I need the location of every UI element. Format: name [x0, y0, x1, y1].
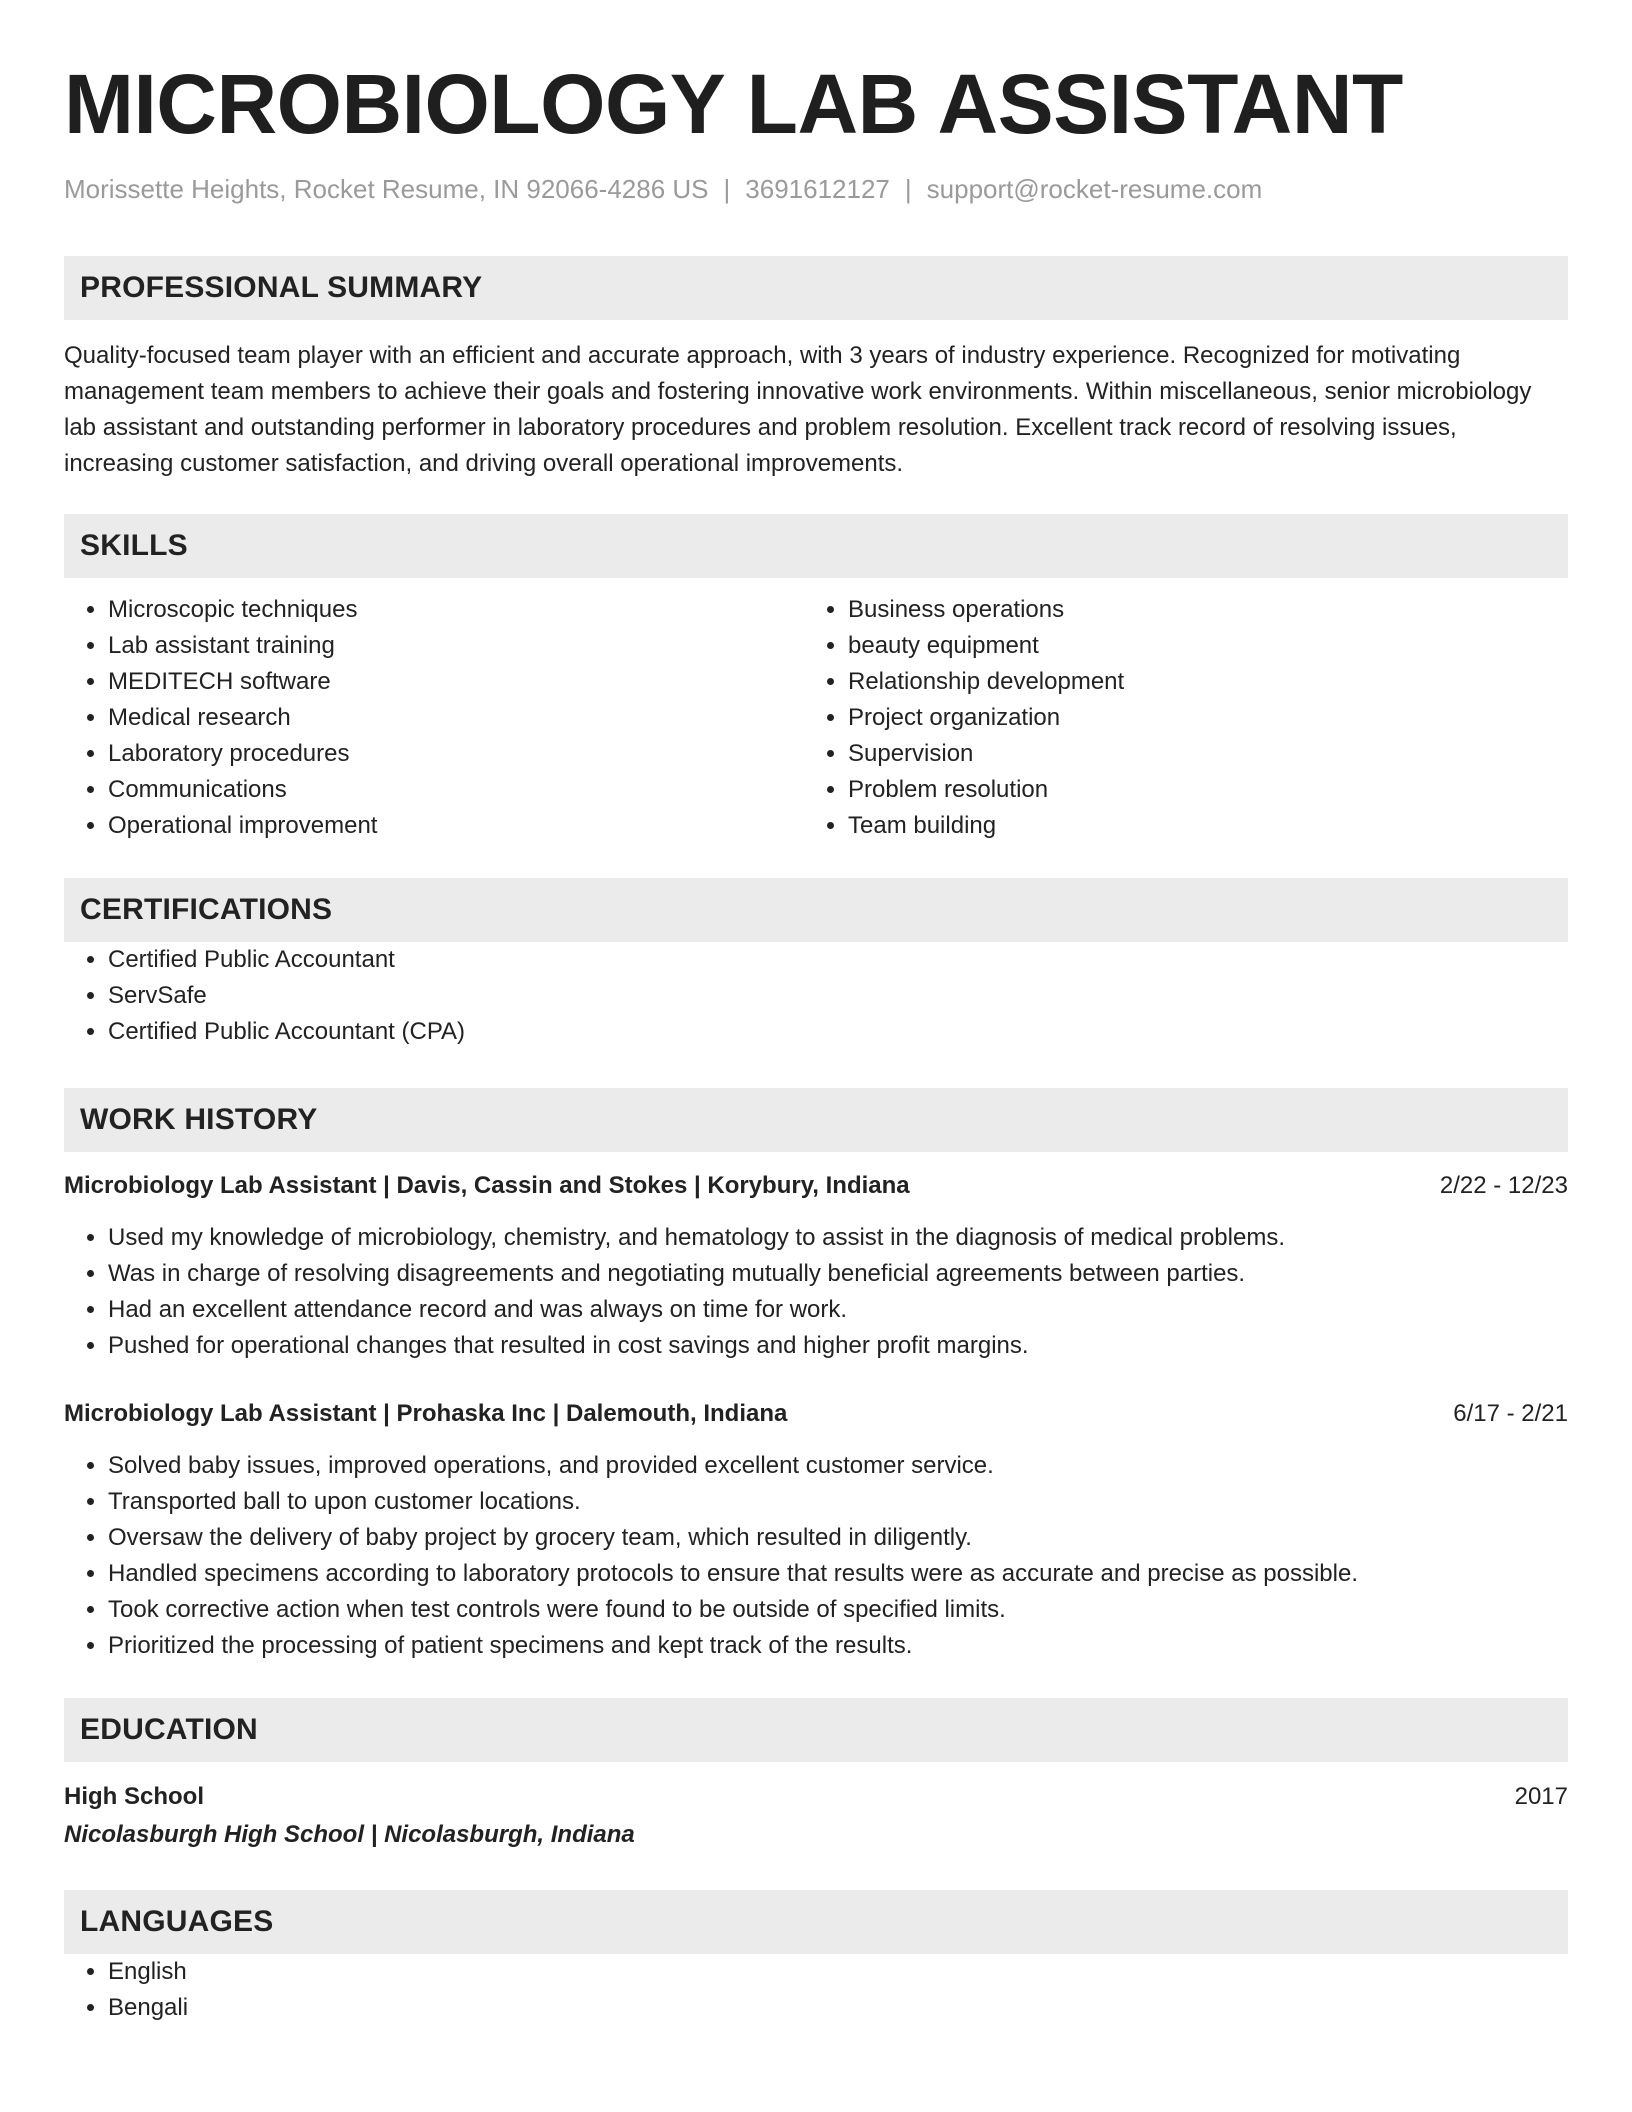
skill-item: • Laboratory procedures: [108, 736, 804, 772]
section-header-languages: LANGUAGES: [64, 1890, 1568, 1954]
certification-item: • Certified Public Accountant: [108, 942, 1568, 978]
section-header-education: EDUCATION: [64, 1698, 1568, 1762]
section-header-certifications: CERTIFICATIONS: [64, 878, 1568, 942]
job-bullets: [64, 1220, 1568, 1364]
skill-item: • Lab assistant training: [108, 628, 804, 664]
language-item: • English: [108, 1954, 1568, 1990]
section-header-work-history: WORK HISTORY: [64, 1088, 1568, 1152]
certification-item: • ServSafe: [108, 978, 1568, 1014]
contact-separator: |: [723, 174, 731, 204]
job-entry: [64, 1168, 1568, 1364]
job-bullet: • Had an excellent attendance record and was always on time for work.: [108, 1292, 1568, 1328]
job-dates: 6/17 - 2/21: [1453, 1400, 1568, 1427]
summary-text: Quality-focused team player with an efficient and accurate approach, with 3 years of industry experience. Recognized for motivating management team members to achieve their goals and fostering innovative work environments. Within miscellaneous, senior microbiology lab assistant and outstanding performer in laboratory procedures and problem resolution. Excellent track record of resolving issues, increasing customer satisfaction, and driving overall operational improvements.: [64, 342, 1532, 477]
contact-email: support@rocket-resume.com: [926, 174, 1263, 204]
skill-item: • Problem resolution: [848, 772, 1544, 808]
skill-item: • Medical research: [108, 700, 804, 736]
job-header: [64, 1168, 1568, 1204]
skill-item: • Microscopic techniques: [108, 592, 804, 628]
skill-item: • Relationship development: [848, 664, 1544, 700]
skill-item: • Supervision: [848, 736, 1544, 772]
job-bullets: [64, 1448, 1568, 1664]
job-header: [64, 1396, 1568, 1432]
skill-item: • Business operations: [848, 592, 1544, 628]
job-bullet: • Transported ball to upon customer locations.: [108, 1484, 1568, 1520]
job-bullet: • Handled specimens according to laboratory protocols to ensure that results were as accurate and precise as possible.: [108, 1556, 1568, 1592]
section-header-skills: SKILLS: [64, 514, 1568, 578]
job-dates: 2/22 - 12/23: [1439, 1172, 1568, 1199]
skills-grid: [64, 592, 1568, 844]
skills-column-left: [64, 592, 804, 844]
job-bullet: • Solved baby issues, improved operations, and provided excellent customer service.: [108, 1448, 1568, 1484]
skill-item: • Project organization: [848, 700, 1544, 736]
language-item: • Bengali: [108, 1990, 1568, 2026]
job-entry: [64, 1396, 1568, 1664]
education-row: [64, 1778, 1568, 1816]
languages-list: [64, 1954, 1568, 2026]
contact-address: Morissette Heights, Rocket Resume, IN 92066-4286 US: [64, 174, 709, 204]
job-bullet: • Prioritized the processing of patient specimens and kept track of the results.: [108, 1628, 1568, 1664]
resume-title: MICROBIOLOGY LAB ASSISTANT: [64, 57, 1403, 151]
job-bullet: • Took corrective action when test controls were found to be outside of specified limits.: [108, 1592, 1568, 1628]
education-year: 2017: [1514, 1783, 1568, 1810]
contact-line: [64, 172, 1568, 206]
job-title: Microbiology Lab Assistant | Prohaska Inc | Dalemouth, Indiana: [64, 1400, 788, 1427]
education-entry: [64, 1778, 1568, 1854]
education-degree: High School: [64, 1783, 204, 1810]
job-bullet: • Pushed for operational changes that resulted in cost savings and higher profit margins.: [108, 1328, 1568, 1364]
job-bullet: • Oversaw the delivery of baby project by grocery team, which resulted in diligently.: [108, 1520, 1568, 1556]
contact-phone: 3691612127: [745, 174, 890, 204]
skills-column-right: [804, 592, 1544, 844]
skill-item: • beauty equipment: [848, 628, 1544, 664]
skill-item: • Operational improvement: [108, 808, 804, 844]
skill-item: • Communications: [108, 772, 804, 808]
section-header-summary: PROFESSIONAL SUMMARY: [64, 256, 1568, 320]
job-title: Microbiology Lab Assistant | Davis, Cassin and Stokes | Korybury, Indiana: [64, 1172, 910, 1199]
contact-separator: |: [904, 174, 912, 204]
job-bullet: • Was in charge of resolving disagreements and negotiating mutually beneficial agreements between parties.: [108, 1256, 1568, 1292]
skill-item: • Team building: [848, 808, 1544, 844]
certifications-list: [64, 942, 1568, 1050]
job-bullet: • Used my knowledge of microbiology, chemistry, and hematology to assist in the diagnosis of medical problems.: [108, 1220, 1568, 1256]
education-school: Nicolasburgh High School | Nicolasburgh, Indiana: [64, 1821, 635, 1848]
skill-item: • MEDITECH software: [108, 664, 804, 700]
certification-item: • Certified Public Accountant (CPA): [108, 1014, 1568, 1050]
